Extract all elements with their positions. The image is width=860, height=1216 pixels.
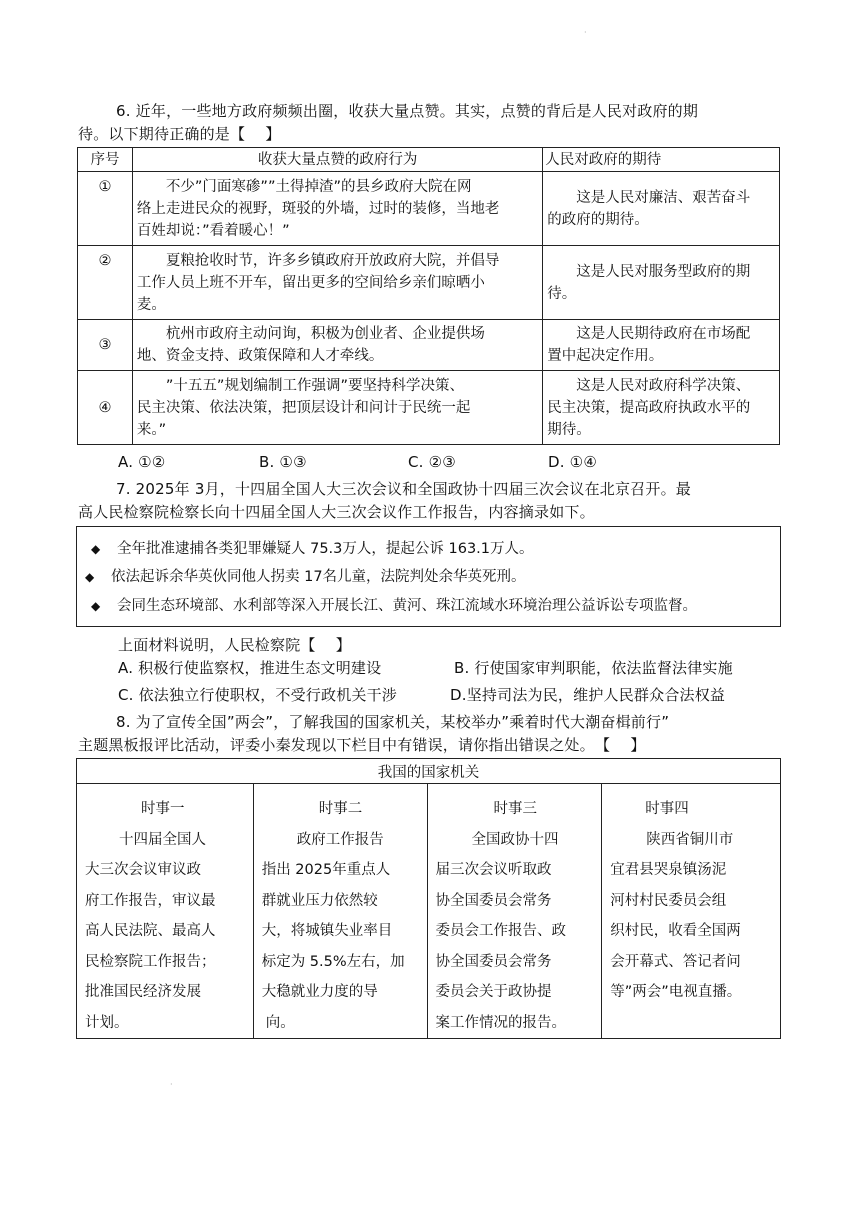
q6-table-header [78,148,780,172]
header-number: 序号 [78,148,133,172]
row-expectation: 这是人民对廉洁、艰苦奋斗 的政府的期待。 [543,172,780,246]
row-expectation: 这是人民对政府科学决策、 民主决策，提高政府执政水平的 期待。 [543,371,780,445]
diamond-bullet-icon: ◆ [91,542,101,556]
q7-stem-line2: 高人民检察院检察长向十四届全国人大三次会议作工作报告，内容摘录如下。 [78,503,595,521]
header-expectation: 人民对政府的期待 [543,148,780,172]
row-expectation: 这是人民期待政府在市场配 置中起决定作用。 [543,320,780,371]
row-behavior: 夏粮抢收时节，许多乡镇政府开放政府大院，并倡导 工作人员上班不开车，留出更多的空间给乡亲们晾晒小 麦。 [132,246,542,320]
table-row [78,320,780,371]
q7-option-b: B. 行使国家审判职能，依法监督法律实施 [454,659,733,677]
row-number: ③ [78,320,133,371]
q8-column-4: 时事四 陕西省铜川市 宜君县哭泉镇汤泥 河村村民委员会组 织村民，收看全国两 会开幕式、答记者问 等”两会”电视直播。 [602,784,781,1039]
row-number: ④ [78,371,133,445]
row-number: ① [78,172,133,246]
q7-option-d: D.坚持司法为民，维护人民群众合法权益 [450,686,726,704]
page-mark: · [170,1080,173,1089]
row-behavior: ”十五五”规划编制工作强调”要坚持科学决策、 民主决策、依法决策，把顶层设计和问计于民统一起 来。” [132,371,542,445]
table-row [78,246,780,320]
q7-material-box [76,526,781,627]
q8-column-1: 时事一 十四届全国人 大三次会议审议政 府工作报告，审议最 高人民法院、最高人 民检察院工作报告； 批准国民经济发展 计划。 [77,784,254,1039]
q8-stem-line1: 8. 为了宣传全国”两会”，了解我国的国家机关，某校举办”乘着时代大潮奋楫前行” [116,713,670,731]
q6-option-a: A. ①② [118,453,166,471]
list-item: ◆ 会同生态环境部、水利部等深入开展长江、黄河、珠江流域水环境治理公益诉讼专项监督。 [91,598,697,614]
q6-option-d: D. ①④ [548,453,597,471]
q6-option-b: B. ①③ [259,453,307,471]
row-behavior: 杭州市政府主动问询，积极为创业者、企业提供场 地、资金支持、政策保障和人才牵线。 [132,320,542,371]
q7-question: 上面材料说明，人民检察院【 】 [118,636,351,654]
row-behavior: 不少”门面寒碜””土得掉渣”的县乡政府大院在网 络上走进民众的视野，斑驳的外墙，过时的装修，当地老 百姓却说：”看着暖心！” [132,172,542,246]
table-row [78,371,780,445]
q6-stem-line1: 6. 近年，一些地方政府频频出圈，收获大量点赞。其实，点赞的背后是人民对政府的期 [116,102,699,120]
q8-column-2: 时事二 政府工作报告 指出 2025年重点人 群就业压力依然较 大，将城镇失业率目 标定为 5.5%左右，加 大稳就业力度的导 向。 [253,784,427,1039]
q7-option-c: C. 依法独立行使职权，不受行政机关干涉 [118,686,398,704]
q7-option-a: A. 积极行使监察权，推进生态文明建设 [118,659,382,677]
q6-option-c: C. ②③ [408,453,456,471]
q7-stem-line1: 7. 2025年 3月，十四届全国人大三次会议和全国政协十四届三次会议在北京召开。最 [116,480,691,498]
q8-column-3: 时事三 全国政协十四 届三次会议听取政 协全国委员会常务 委员会工作报告、政 协全国委员会常务 委员会关于政协提 案工作情况的报告。 [427,784,602,1039]
q8-stem-line2: 主题黑板报评比活动，评委小秦发现以下栏目中有错误，请你指出错误之处。 【 】 [78,736,646,754]
q8-table-title: 我国的国家机关 [77,759,781,784]
header-behavior: 收获大量点赞的政府行为 [132,148,542,172]
row-number: ② [78,246,133,320]
row-expectation: 这是人民对服务型政府的期 待。 [543,246,780,320]
page-mark: · [584,28,587,37]
list-item: ◆ 依法起诉余华英伙同他人拐卖 17名儿童，法院判处余华英死刑。 [85,569,526,585]
diamond-bullet-icon: ◆ [91,599,101,613]
q6-table [77,147,780,445]
q8-table [76,758,781,1039]
q6-stem-line2: 待。以下期待正确的是【 】 [78,125,281,143]
table-row [78,172,780,246]
list-item: ◆ 全年批准逮捕各类犯罪嫌疑人 75.3万人，提起公诉 163.1万人。 [91,541,534,557]
diamond-bullet-icon: ◆ [85,570,95,584]
